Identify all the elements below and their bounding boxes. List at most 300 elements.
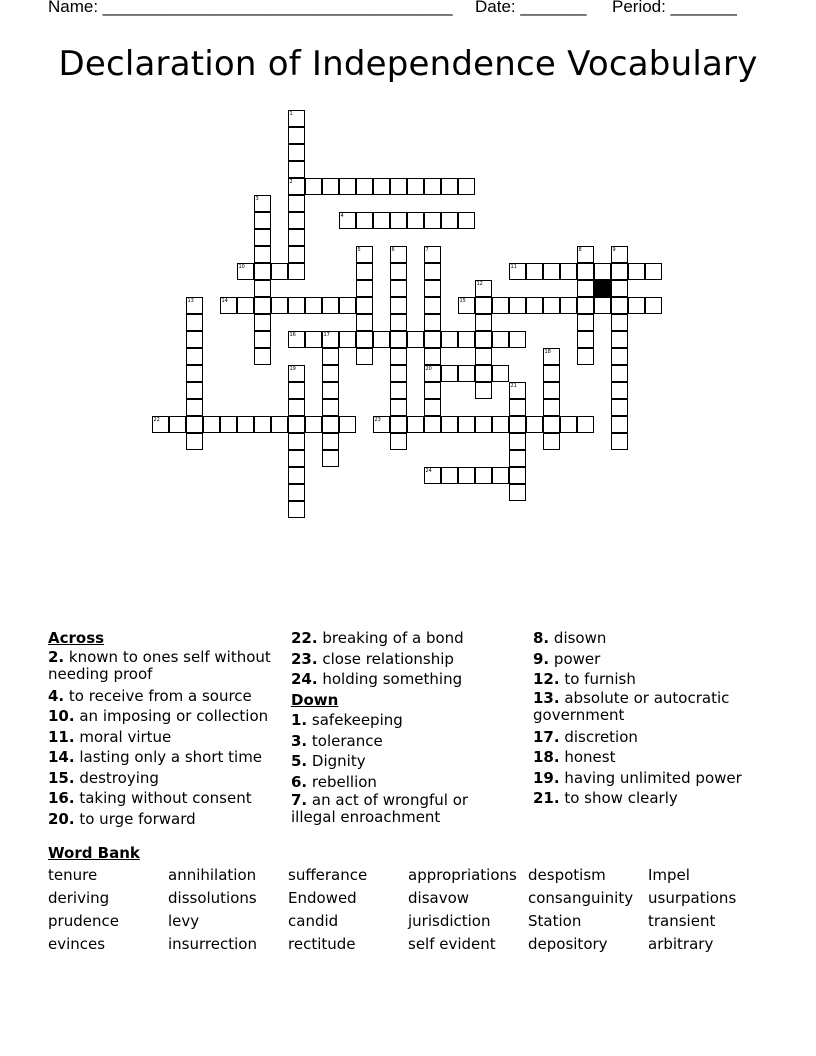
crossword-cell[interactable] [611, 416, 628, 433]
crossword-cell[interactable] [560, 263, 577, 280]
clue-number: 14. [48, 748, 75, 766]
crossword-cell[interactable] [288, 229, 305, 246]
crossword-cell[interactable] [458, 212, 475, 229]
crossword-cell[interactable] [645, 297, 662, 314]
crossword-cell[interactable] [271, 297, 288, 314]
crossword-cell[interactable] [390, 178, 407, 195]
clue-number: 6. [291, 772, 308, 791]
crossword-cell[interactable] [322, 331, 339, 348]
crossword-cell[interactable] [611, 280, 628, 297]
word-bank-word: deriving [48, 888, 110, 907]
crossword-cell[interactable] [509, 450, 526, 467]
crossword-cell[interactable] [577, 280, 594, 297]
crossword-cell[interactable] [611, 365, 628, 382]
crossword-cell[interactable] [254, 331, 271, 348]
clue-number: 3. [291, 731, 308, 750]
crossword-cell[interactable] [424, 314, 441, 331]
crossword-cell[interactable] [339, 297, 356, 314]
crossword-cell[interactable] [475, 314, 492, 331]
crossword-cell[interactable] [594, 297, 611, 314]
clue-number: 15. [48, 768, 75, 787]
crossword-cell[interactable] [322, 365, 339, 382]
crossword-cell[interactable] [288, 161, 305, 178]
down-clue [533, 649, 773, 670]
crossword-cell[interactable] [611, 348, 628, 365]
crossword-cell[interactable] [254, 246, 271, 263]
crossword-cell[interactable] [254, 416, 271, 433]
crossword-cell[interactable] [424, 212, 441, 229]
clue-text: disown [553, 629, 607, 647]
crossword-cell[interactable] [339, 416, 356, 433]
crossword-cell[interactable] [526, 416, 543, 433]
crossword-cell[interactable] [322, 433, 339, 450]
clue-number: 1. [291, 711, 308, 729]
crossword-cell[interactable] [186, 348, 203, 365]
crossword-cell[interactable] [424, 382, 441, 399]
crossword-cell[interactable] [186, 314, 203, 331]
cell-clue-number: 24 [425, 467, 432, 474]
crossword-cell[interactable] [424, 348, 441, 365]
crossword-cell[interactable] [611, 263, 628, 280]
crossword-cell[interactable] [475, 331, 492, 348]
down-clue [533, 727, 773, 748]
name-field[interactable]: Name: _____________________________________ [48, 0, 453, 16]
clue-number: 22. [291, 629, 318, 647]
crossword-cell[interactable] [441, 178, 458, 195]
crossword-cell[interactable] [288, 416, 305, 433]
cell-clue-number: 9 [612, 246, 616, 253]
crossword-cell[interactable] [390, 348, 407, 365]
crossword-cell[interactable] [288, 127, 305, 144]
crossword-cell[interactable] [373, 331, 390, 348]
crossword-cell[interactable] [254, 263, 271, 280]
clue-text: discretion [564, 727, 638, 746]
cell-clue-number: 12 [476, 280, 483, 287]
cell-clue-number: 7 [425, 246, 429, 253]
crossword-cell[interactable] [220, 416, 237, 433]
crossword-cell[interactable] [509, 399, 526, 416]
word-bank-word: rectitude [288, 934, 356, 953]
crossword-cell[interactable] [203, 416, 220, 433]
crossword-cell[interactable] [390, 280, 407, 297]
clue-number: 9. [533, 649, 550, 668]
crossword-cell[interactable] [390, 263, 407, 280]
across-clue [48, 686, 283, 707]
crossword-cell[interactable] [543, 416, 560, 433]
crossword-cell[interactable] [322, 178, 339, 195]
crossword-cell[interactable] [390, 212, 407, 229]
clue-text: an imposing or collection [79, 707, 269, 725]
crossword-cell[interactable] [288, 382, 305, 399]
crossword-cell[interactable] [356, 348, 373, 365]
across-clue [48, 788, 283, 809]
crossword-cell[interactable] [356, 212, 373, 229]
crossword-cell[interactable] [526, 297, 543, 314]
clue-number: 8. [533, 629, 550, 647]
word-bank-word: Station [528, 911, 582, 930]
crossword-cell[interactable] [458, 365, 475, 382]
crossword-cell[interactable] [458, 178, 475, 195]
across-clue [48, 727, 283, 748]
word-bank-word: dissolutions [168, 888, 257, 907]
crossword-cell[interactable] [322, 399, 339, 416]
crossword-cell[interactable] [356, 246, 373, 263]
crossword-cell[interactable] [424, 280, 441, 297]
cell-clue-number: 15 [459, 297, 466, 304]
down-clue [533, 628, 773, 649]
clue-text: absolute or autocratic government [533, 688, 730, 724]
crossword-cell[interactable] [186, 416, 203, 433]
crossword-cell[interactable] [186, 399, 203, 416]
word-bank-word: transient [648, 911, 716, 930]
cell-clue-number: 2 [289, 178, 293, 185]
cell-clue-number: 6 [391, 246, 395, 253]
clue-number: 11. [48, 727, 75, 746]
across-clue [48, 809, 283, 830]
crossword-cell[interactable] [475, 416, 492, 433]
crossword-cell[interactable] [492, 365, 509, 382]
crossword-cell[interactable] [475, 280, 492, 297]
crossword-cell[interactable] [577, 297, 594, 314]
crossword-cell[interactable] [611, 433, 628, 450]
crossword-cell[interactable] [305, 416, 322, 433]
clue-text: lasting only a short time [79, 748, 263, 766]
crossword-cell[interactable] [186, 382, 203, 399]
crossword-cell[interactable] [322, 382, 339, 399]
crossword-cell[interactable] [254, 229, 271, 246]
word-bank-word: insurrection [168, 934, 257, 953]
crossword-cell[interactable] [254, 195, 271, 212]
crossword-cell[interactable] [373, 416, 390, 433]
word-bank-word: annihilation [168, 866, 257, 884]
crossword-cell[interactable] [288, 365, 305, 382]
crossword-cell[interactable] [322, 416, 339, 433]
crossword-cell[interactable] [356, 280, 373, 297]
crossword-cell[interactable] [237, 297, 254, 314]
crossword-cell[interactable] [356, 297, 373, 314]
crossword-cell[interactable] [390, 246, 407, 263]
crossword-cell[interactable] [492, 297, 509, 314]
clue-text: an act of wrongful or illegal enroachment [291, 791, 469, 826]
down-clue [533, 768, 773, 789]
crossword-cell[interactable] [339, 178, 356, 195]
crossword-cell[interactable] [288, 212, 305, 229]
crossword-cell[interactable] [186, 365, 203, 382]
clue-text: destroying [79, 768, 159, 787]
crossword-cell[interactable] [288, 178, 305, 195]
cell-clue-number: 17 [323, 331, 330, 338]
crossword-cell[interactable] [288, 484, 305, 501]
crossword-cell[interactable] [339, 331, 356, 348]
crossword-cell[interactable] [560, 297, 577, 314]
crossword-cell[interactable] [577, 331, 594, 348]
crossword-cell[interactable] [373, 212, 390, 229]
crossword-cell[interactable] [611, 297, 628, 314]
crossword-cell[interactable] [288, 331, 305, 348]
crossword-cell[interactable] [475, 467, 492, 484]
down-clue [291, 772, 526, 793]
clue-text: close relationship [322, 649, 454, 668]
crossword-cell[interactable] [492, 331, 509, 348]
word-bank-heading: Word Bank [48, 844, 140, 862]
crossword-cell[interactable] [424, 297, 441, 314]
crossword-cell[interactable] [271, 416, 288, 433]
cell-clue-number: 23 [374, 416, 381, 423]
crossword-cell[interactable] [288, 263, 305, 280]
crossword-cell[interactable] [628, 263, 645, 280]
word-bank-word: consanguinity [528, 888, 634, 907]
crossword-cell[interactable] [254, 348, 271, 365]
crossword-cell[interactable] [390, 416, 407, 433]
crossword-cell[interactable] [322, 297, 339, 314]
crossword-cell[interactable] [339, 212, 356, 229]
word-bank-word: tenure [48, 866, 98, 884]
crossword-cell[interactable] [577, 416, 594, 433]
clue-text: safekeeping [311, 711, 403, 729]
crossword-cell[interactable] [424, 331, 441, 348]
crossword-cell[interactable] [152, 416, 169, 433]
crossword-cell[interactable] [186, 331, 203, 348]
crossword-cell[interactable] [254, 212, 271, 229]
crossword-cell[interactable] [526, 263, 543, 280]
across-clue [48, 706, 283, 727]
clue-text: rebellion [311, 772, 377, 791]
word-bank-word: appropriations [408, 866, 517, 884]
crossword-cell[interactable] [543, 365, 560, 382]
across-heading: Across [48, 629, 105, 647]
across-clue [48, 747, 283, 768]
clue-number: 4. [48, 686, 65, 705]
crossword-cell[interactable] [458, 416, 475, 433]
crossword-cell[interactable] [305, 331, 322, 348]
crossword-cell[interactable] [288, 501, 305, 518]
crossword-cell[interactable] [611, 399, 628, 416]
crossword-cell[interactable] [407, 178, 424, 195]
clue-number: 5. [291, 752, 308, 770]
clue-number: 16. [48, 789, 75, 807]
down-clue [533, 747, 773, 768]
crossword-cell[interactable] [186, 297, 203, 314]
clue-text: honest [564, 748, 616, 766]
crossword-black-cell [594, 280, 611, 297]
crossword-cell[interactable] [509, 263, 526, 280]
crossword-cell[interactable] [594, 263, 611, 280]
crossword-cell[interactable] [288, 399, 305, 416]
crossword-cell[interactable] [305, 297, 322, 314]
crossword-cell[interactable] [271, 263, 288, 280]
crossword-cell[interactable] [424, 365, 441, 382]
crossword-cell[interactable] [288, 195, 305, 212]
crossword-cell[interactable] [543, 348, 560, 365]
crossword-cell[interactable] [458, 331, 475, 348]
clue-text: Dignity [311, 752, 366, 770]
crossword-cell[interactable] [390, 331, 407, 348]
crossword-cell[interactable] [577, 314, 594, 331]
cell-clue-number: 10 [238, 263, 245, 270]
crossword-cell[interactable] [509, 331, 526, 348]
crossword-cell[interactable] [322, 348, 339, 365]
date-field[interactable]: Date: _______ [475, 0, 587, 16]
crossword-cell[interactable] [577, 263, 594, 280]
crossword-cell[interactable] [186, 433, 203, 450]
crossword-cell[interactable] [356, 263, 373, 280]
crossword-cell[interactable] [611, 331, 628, 348]
crossword-cell[interactable] [169, 416, 186, 433]
crossword-cell[interactable] [424, 263, 441, 280]
crossword-cell[interactable] [390, 365, 407, 382]
down-clue [533, 788, 773, 809]
clue-number: 18. [533, 748, 560, 766]
crossword-cell[interactable] [220, 297, 237, 314]
crossword-cell[interactable] [390, 433, 407, 450]
crossword-cell[interactable] [509, 382, 526, 399]
down-clue [291, 751, 526, 772]
across-clue [291, 649, 526, 670]
crossword-cell[interactable] [254, 297, 271, 314]
crossword-cell[interactable] [577, 348, 594, 365]
crossword-cell[interactable] [543, 297, 560, 314]
crossword-cell[interactable] [407, 212, 424, 229]
clue-number: 10. [48, 707, 75, 725]
cell-clue-number: 5 [357, 246, 361, 253]
crossword-cell[interactable] [254, 280, 271, 297]
crossword-cell[interactable] [254, 314, 271, 331]
crossword-cell[interactable] [543, 433, 560, 450]
crossword-cell[interactable] [390, 399, 407, 416]
crossword-cell[interactable] [628, 297, 645, 314]
crossword-cell[interactable] [424, 246, 441, 263]
crossword-cell[interactable] [407, 331, 424, 348]
cell-clue-number: 8 [578, 246, 582, 253]
down-clue [533, 690, 743, 724]
word-bank-word: jurisdiction [408, 911, 491, 930]
crossword-cell[interactable] [492, 467, 509, 484]
crossword-cell[interactable] [441, 212, 458, 229]
crossword-cell[interactable] [458, 467, 475, 484]
crossword-cell[interactable] [509, 297, 526, 314]
crossword-cell[interactable] [475, 365, 492, 382]
crossword-cell[interactable] [475, 382, 492, 399]
crossword-cell[interactable] [509, 484, 526, 501]
crossword-cell[interactable] [441, 467, 458, 484]
crossword-cell[interactable] [509, 467, 526, 484]
clue-number: 17. [533, 727, 560, 746]
crossword-cell[interactable] [424, 178, 441, 195]
crossword-cell[interactable] [611, 314, 628, 331]
crossword-cell[interactable] [577, 246, 594, 263]
cell-clue-number: 22 [153, 416, 160, 423]
crossword-cell[interactable] [305, 178, 322, 195]
word-bank-word: prudence [48, 911, 119, 930]
crossword-cell[interactable] [611, 382, 628, 399]
clue-text: holding something [322, 670, 463, 688]
crossword-cell[interactable] [475, 348, 492, 365]
clue-number: 24. [291, 670, 318, 688]
word-bank-word: arbitrary [648, 934, 714, 953]
crossword-cell[interactable] [288, 467, 305, 484]
word-bank-word: candid [288, 911, 339, 930]
clue-text: known to ones self without needing proof [48, 647, 271, 683]
cell-clue-number: 21 [510, 382, 517, 389]
crossword-cell[interactable] [509, 416, 526, 433]
crossword-cell[interactable] [288, 246, 305, 263]
cell-clue-number: 3 [255, 195, 259, 202]
clue-column-1 [48, 628, 283, 829]
crossword-cell[interactable] [475, 297, 492, 314]
crossword-cell[interactable] [288, 297, 305, 314]
crossword-cell[interactable] [356, 178, 373, 195]
crossword-cell[interactable] [390, 314, 407, 331]
cell-clue-number: 18 [544, 348, 551, 355]
clue-number: 19. [533, 768, 560, 787]
clue-text: tolerance [311, 731, 383, 750]
crossword-cell[interactable] [322, 450, 339, 467]
page-title: Declaration of Independence Vocabulary [58, 44, 758, 84]
word-bank-word: usurpations [648, 888, 737, 907]
crossword-cell[interactable] [560, 416, 577, 433]
crossword-cell[interactable] [288, 450, 305, 467]
word-bank-word: sufferance [288, 866, 368, 884]
crossword-cell[interactable] [288, 433, 305, 450]
period-field[interactable]: Period: _______ [612, 0, 737, 16]
across-clue [48, 768, 283, 789]
crossword-cell[interactable] [441, 365, 458, 382]
down-heading: Down [291, 690, 339, 709]
cell-clue-number: 20 [425, 365, 432, 372]
crossword-cell[interactable] [237, 263, 254, 280]
clue-text: having unlimited power [564, 768, 742, 787]
clue-column-2 [291, 628, 526, 829]
crossword-cell[interactable] [356, 314, 373, 331]
crossword-cell[interactable] [458, 297, 475, 314]
crossword-cell[interactable] [390, 382, 407, 399]
clue-number: 12. [533, 670, 560, 688]
crossword-cell[interactable] [492, 416, 509, 433]
crossword-cell[interactable] [424, 416, 441, 433]
clue-text: power [553, 649, 601, 668]
crossword-cell[interactable] [645, 263, 662, 280]
crossword-cell[interactable] [356, 331, 373, 348]
crossword-cell[interactable] [288, 144, 305, 161]
crossword-cell[interactable] [390, 297, 407, 314]
crossword-cell[interactable] [543, 399, 560, 416]
across-clue [291, 628, 526, 649]
word-bank-word: despotism [528, 866, 606, 884]
crossword-cell[interactable] [611, 246, 628, 263]
crossword-cell[interactable] [424, 399, 441, 416]
crossword-cell[interactable] [543, 263, 560, 280]
clue-number: 13. [533, 688, 560, 707]
clue-number: 2. [48, 647, 65, 666]
clue-text: to receive from a source [68, 686, 252, 705]
crossword-cell[interactable] [509, 433, 526, 450]
down-clue [291, 710, 526, 731]
cell-clue-number: 16 [289, 331, 296, 338]
clue-number: 20. [48, 809, 75, 828]
crossword-cell[interactable] [407, 416, 424, 433]
crossword-cell[interactable] [543, 382, 560, 399]
crossword-cell[interactable] [288, 110, 305, 127]
crossword-cell[interactable] [373, 178, 390, 195]
word-bank-word: Endowed [288, 888, 357, 907]
crossword-cell[interactable] [424, 467, 441, 484]
clue-number: 7. [291, 791, 308, 809]
crossword-cell[interactable] [441, 416, 458, 433]
clue-text: breaking of a bond [322, 629, 464, 647]
crossword-cell[interactable] [237, 416, 254, 433]
clue-number: 21. [533, 789, 560, 807]
crossword-cell[interactable] [441, 331, 458, 348]
